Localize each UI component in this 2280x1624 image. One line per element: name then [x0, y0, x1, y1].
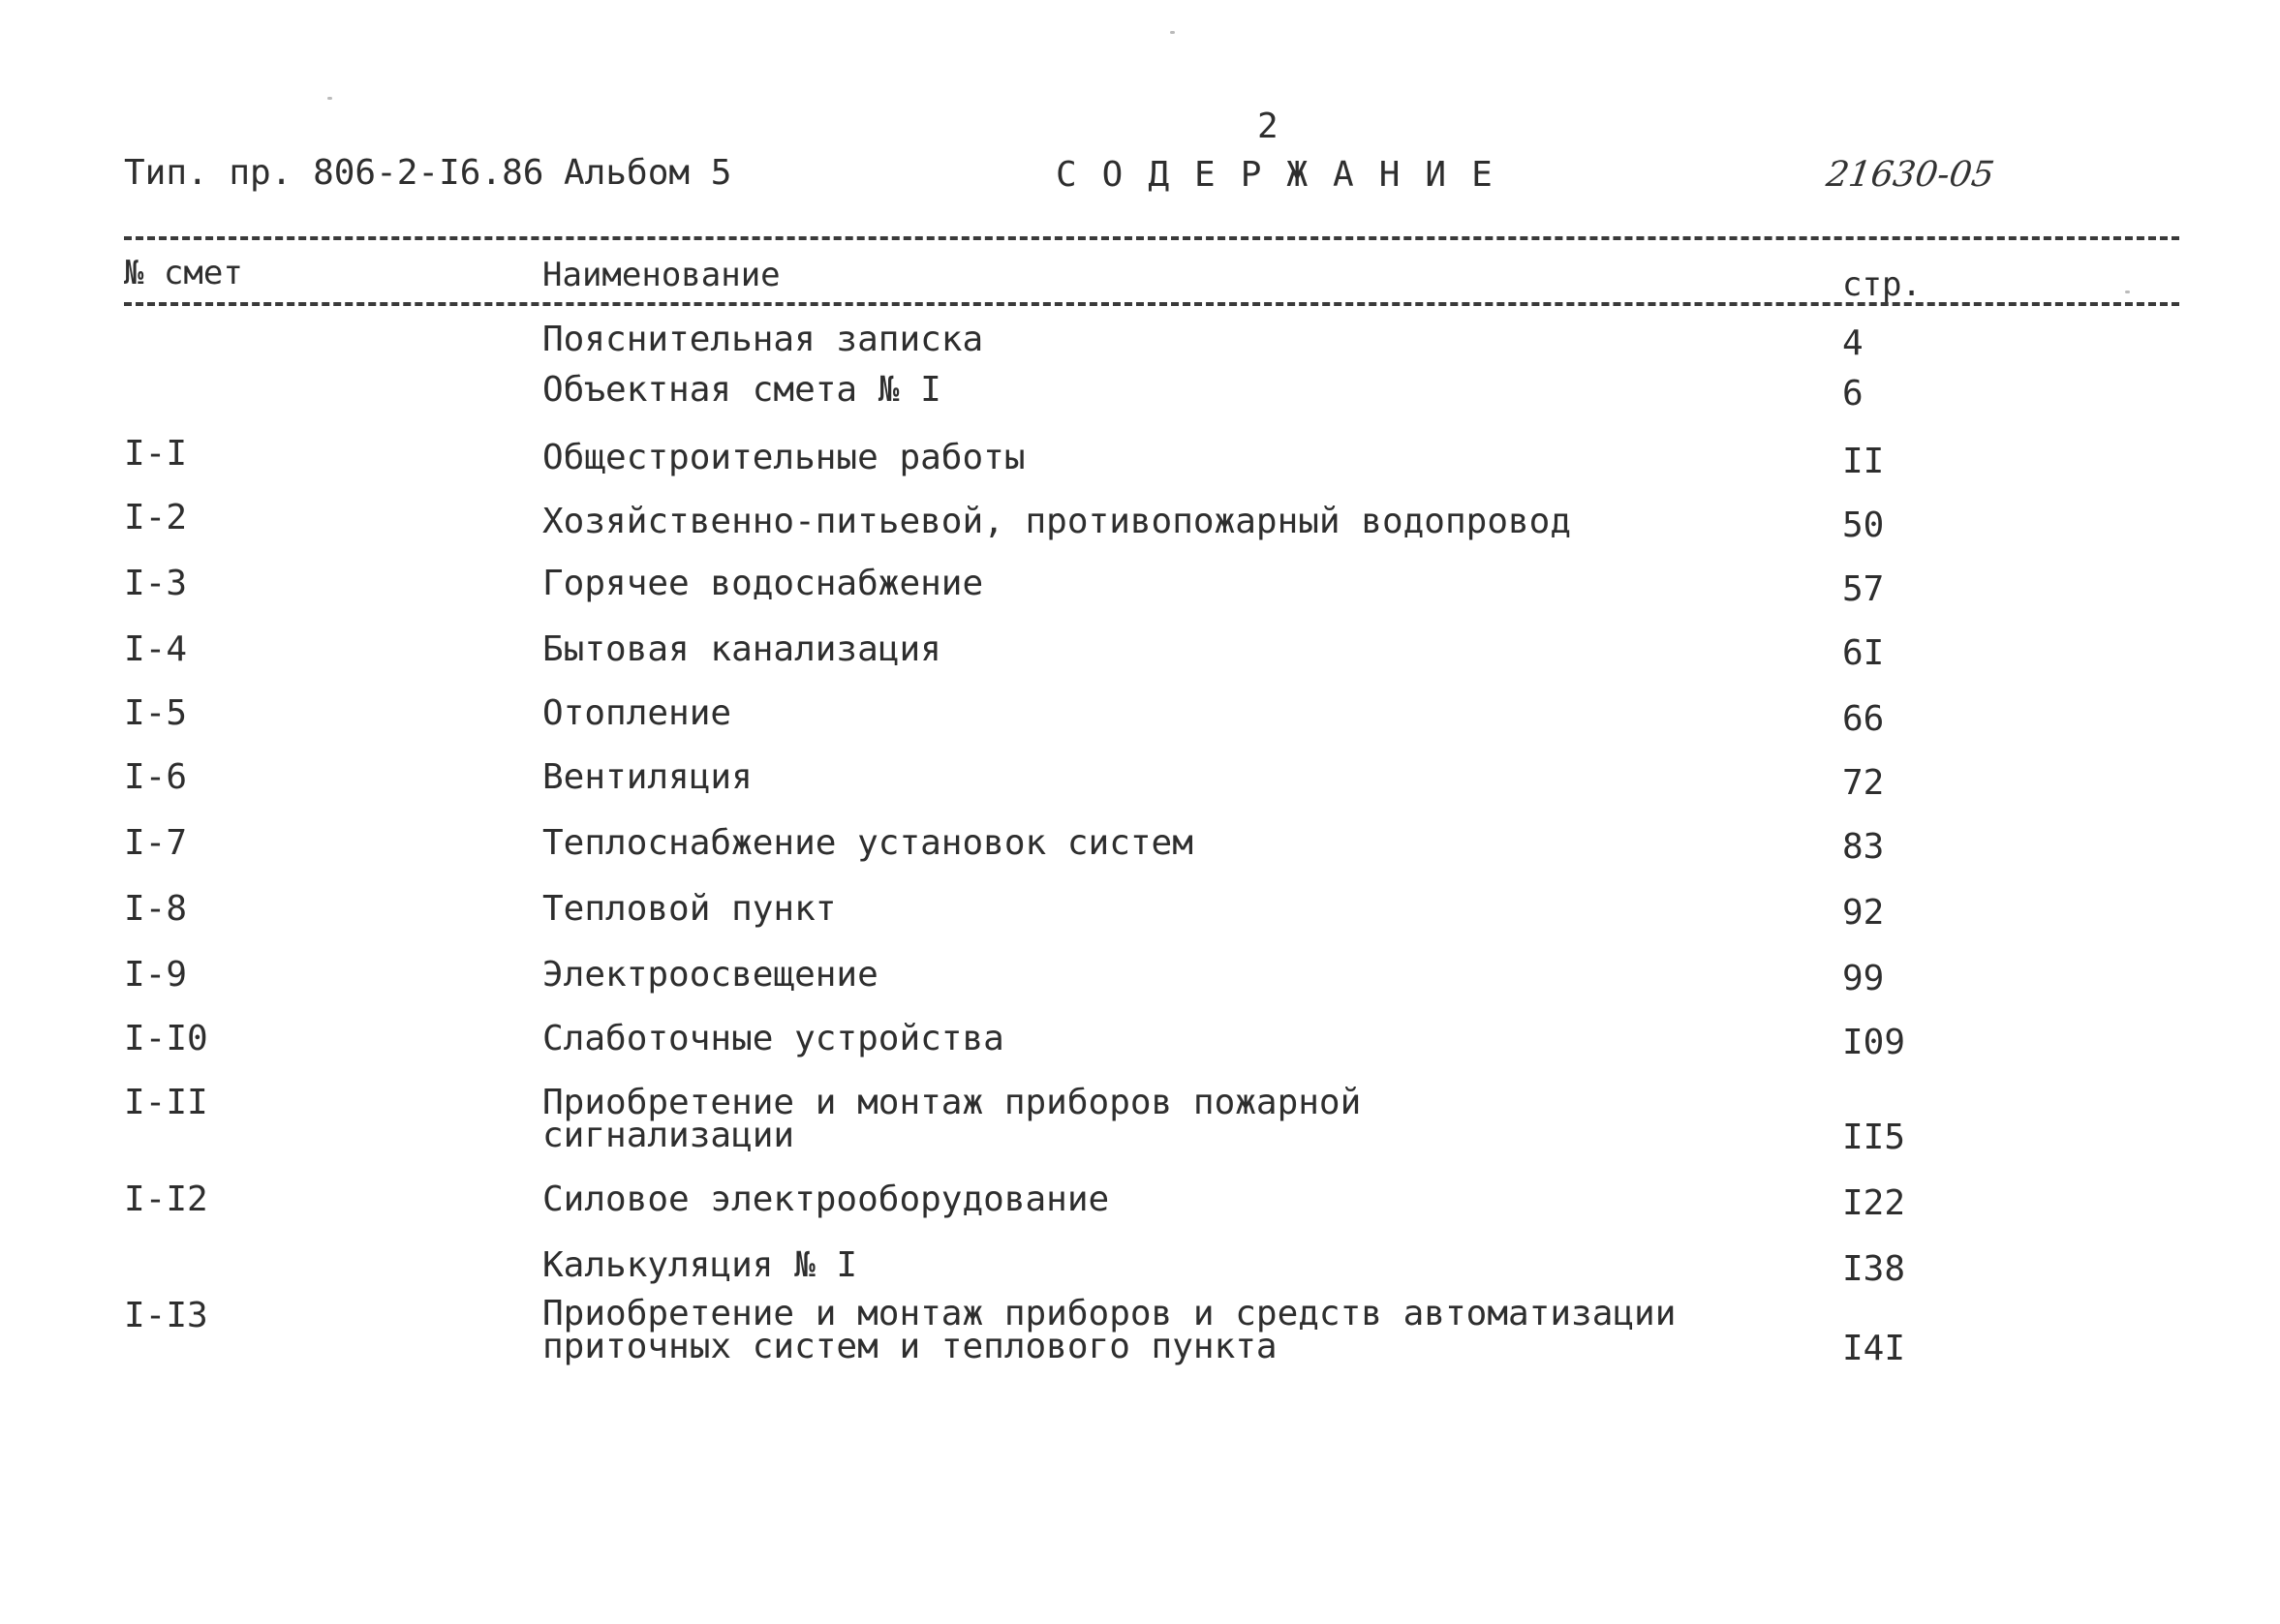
page-ref: 99 — [1842, 959, 1885, 998]
estimate-code: I-2 — [124, 498, 188, 537]
page-ref: I09 — [1842, 1023, 1906, 1062]
estimate-code: I-I0 — [124, 1019, 208, 1058]
scan-speck — [327, 97, 332, 100]
table-header-rule — [124, 302, 2179, 306]
column-header-name: Наименование — [542, 256, 781, 294]
estimate-code: I-I3 — [124, 1296, 208, 1335]
page-title: СОДЕРЖАНИЕ — [1056, 155, 1518, 195]
item-name: Отопление — [542, 693, 732, 733]
estimate-code: I-3 — [124, 564, 188, 603]
item-name: Тепловой пункт — [542, 889, 837, 929]
estimate-code: I-I — [124, 434, 188, 474]
estimate-code: I-I2 — [124, 1180, 208, 1219]
item-name: Бытовая канализация — [542, 629, 941, 669]
item-name: Теплоснабжение установок систем — [542, 823, 1193, 863]
page-ref: 4 — [1842, 323, 1864, 363]
page-ref: 6 — [1842, 374, 1864, 414]
table-top-rule — [124, 236, 2179, 240]
estimate-code: I-5 — [124, 693, 188, 733]
page-ref: I22 — [1842, 1183, 1906, 1223]
scan-speck — [2125, 291, 2130, 293]
page-ref: 66 — [1842, 699, 1885, 739]
album-label: Альбом 5 — [564, 153, 732, 193]
item-name: Силовое электрооборудование — [542, 1180, 1110, 1219]
item-name: Калькуляция № I — [542, 1245, 858, 1285]
page-ref: I4I — [1842, 1329, 1906, 1368]
page-ref: I38 — [1842, 1249, 1906, 1289]
estimate-code: I-II — [124, 1083, 208, 1122]
column-header-code: № смет — [124, 254, 243, 292]
page-ref: 57 — [1842, 569, 1885, 609]
estimate-code: I-9 — [124, 955, 188, 995]
item-name-continued: приточных систем и теплового пункта — [542, 1327, 1278, 1366]
page-ref: 83 — [1842, 827, 1885, 867]
item-name: Слаботочные устройства — [542, 1019, 1004, 1058]
estimate-code: I-4 — [124, 629, 188, 669]
item-name: Пояснительная записка — [542, 320, 984, 359]
item-name: Приобретение и монтаж приборов пожарной — [542, 1083, 1362, 1122]
page-ref: 50 — [1842, 506, 1885, 545]
page-ref: II — [1842, 442, 1885, 481]
column-header-page: стр. — [1842, 265, 1922, 304]
item-name: Электроосвещение — [542, 955, 878, 995]
page-ref: 6I — [1842, 633, 1885, 673]
item-name-continued: сигнализации — [542, 1116, 795, 1155]
item-name: Вентиляция — [542, 757, 753, 797]
estimate-code: I-8 — [124, 889, 188, 929]
item-name: Горячее водоснабжение — [542, 564, 984, 603]
item-name: Объектная смета № I — [542, 370, 941, 410]
archive-number: 21630-05 — [1824, 155, 1997, 195]
item-name: Приобретение и монтаж приборов и средств автоматизации — [542, 1294, 1677, 1333]
estimate-code: I-7 — [124, 823, 188, 863]
project-reference: Тип. пр. 806-2-I6.86 — [124, 153, 544, 193]
estimate-code: I-6 — [124, 757, 188, 797]
page-ref: 92 — [1842, 893, 1885, 933]
page-ref: 72 — [1842, 763, 1885, 803]
page-ref: II5 — [1842, 1118, 1906, 1157]
scan-speck — [1170, 31, 1175, 34]
page-number: 2 — [1257, 107, 1279, 146]
item-name: Общестроительные работы — [542, 438, 1026, 477]
item-name: Хозяйственно-питьевой, противопожарный водопровод — [542, 502, 1572, 541]
